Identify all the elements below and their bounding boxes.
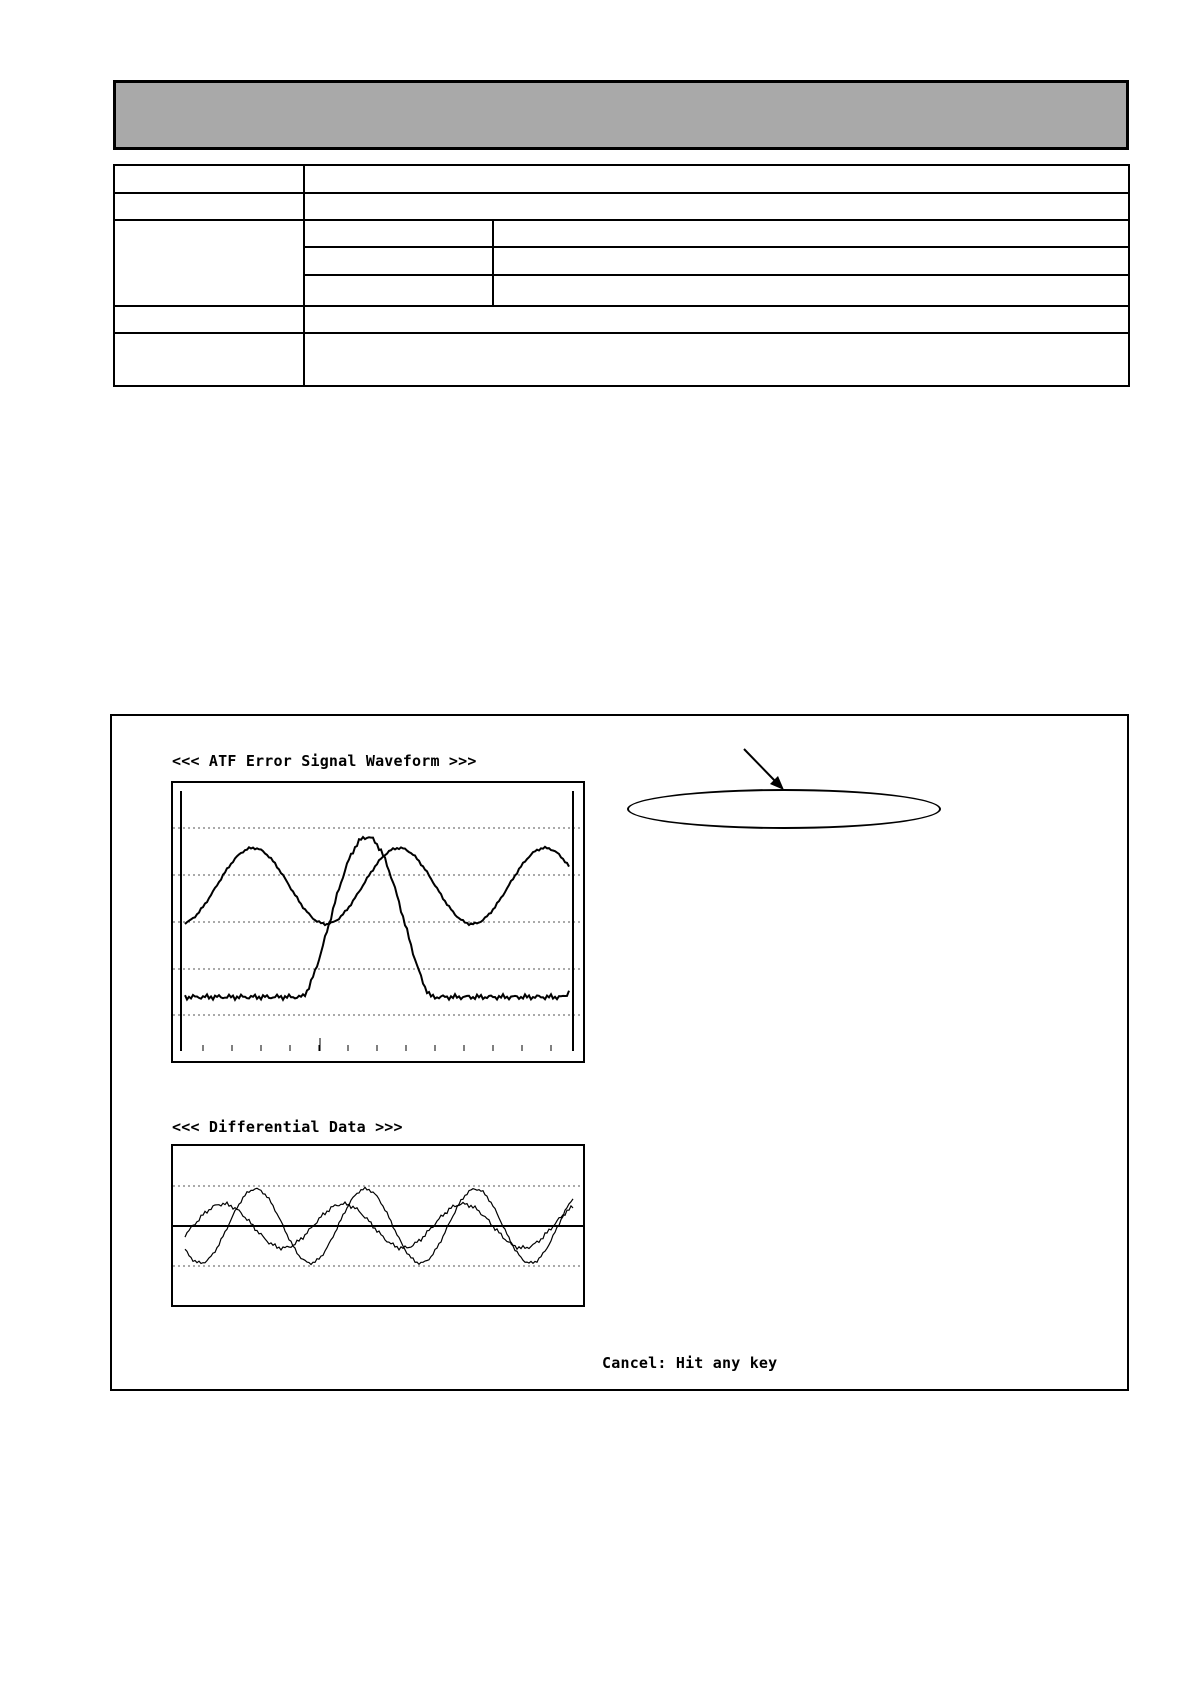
callout-arrow [740, 745, 790, 795]
table-col-divider [303, 166, 305, 385]
table-col-divider [492, 219, 494, 305]
atf-waveform-trace-1 [185, 847, 569, 925]
info-table [113, 164, 1130, 387]
atf-waveform-plot [171, 781, 585, 1063]
cancel-instruction: Cancel: Hit any key [602, 1354, 778, 1372]
differential-data-title: <<< Differential Data >>> [172, 1118, 403, 1136]
table-row-divider [115, 219, 1130, 221]
differential-data-svg [173, 1146, 583, 1305]
atf-waveform-trace-2 [185, 837, 569, 1000]
atf-waveform-svg [173, 783, 583, 1061]
differential-data-plot [171, 1144, 585, 1307]
callout-ellipse [627, 789, 941, 829]
table-row-divider [115, 305, 1130, 307]
atf-waveform-title: <<< ATF Error Signal Waveform >>> [172, 752, 477, 770]
table-row-divider [303, 274, 1130, 276]
table-row-divider [115, 332, 1130, 334]
table-row-divider [303, 246, 1130, 248]
table-row-divider [115, 192, 1130, 194]
header-bar [113, 80, 1129, 150]
